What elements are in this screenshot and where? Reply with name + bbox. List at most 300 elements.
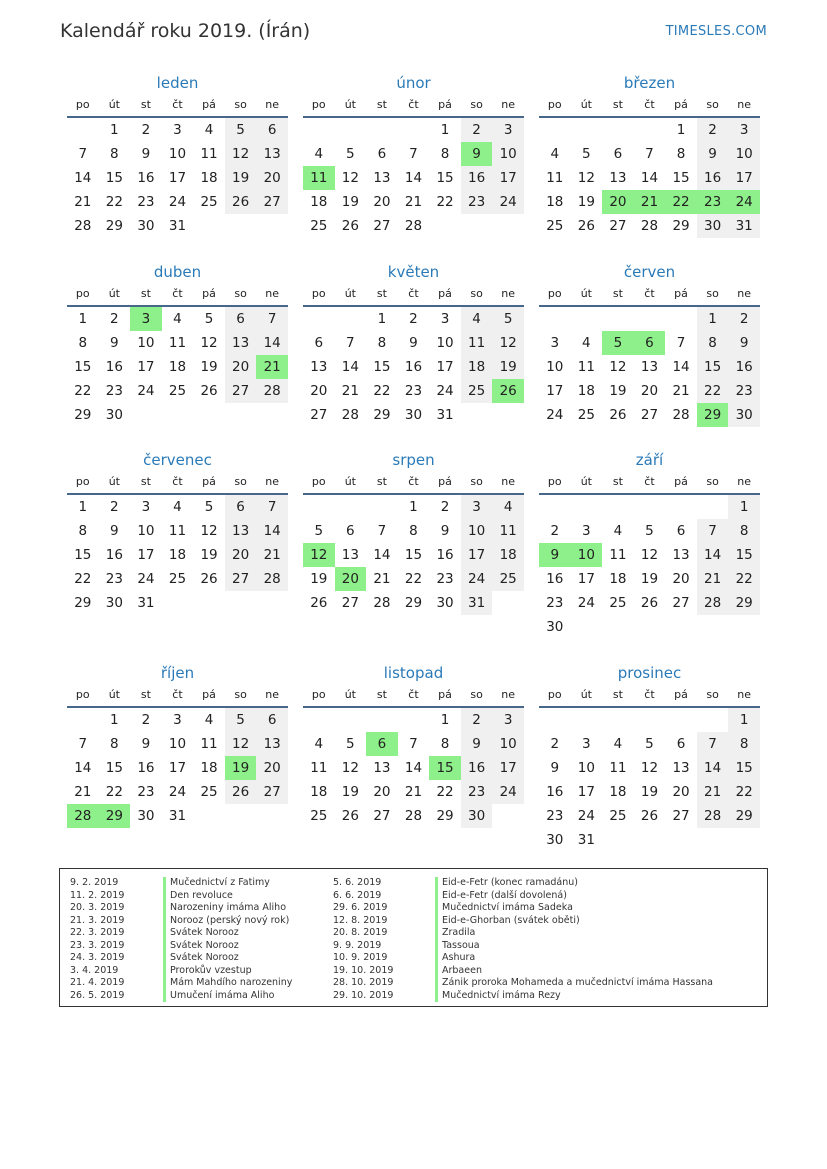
day-cell: 27: [225, 567, 257, 591]
day-cell: 26: [640, 808, 659, 824]
weekday-header: [539, 283, 760, 307]
day-cell: 10: [577, 760, 595, 776]
day-cell: 9: [728, 331, 760, 355]
day-cell: 13: [672, 547, 690, 563]
day-cell: 30: [697, 214, 729, 238]
legend-date: 29. 10. 2019: [333, 989, 394, 1001]
day-cell: 22: [697, 379, 729, 403]
holiday-day: 6: [366, 732, 398, 756]
legend-date: 19. 10. 2019: [333, 964, 394, 976]
day-cell: 26: [225, 780, 257, 804]
empty-cell: [602, 118, 634, 142]
month-květen: [303, 261, 524, 427]
day-cell: 11: [609, 547, 627, 563]
day-cell: 3: [582, 523, 591, 539]
weekday-label: pá: [438, 98, 452, 111]
legend-date: 23. 3. 2019: [70, 939, 125, 951]
day-cell: 4: [173, 499, 182, 515]
holiday-day: 11: [303, 166, 335, 190]
weekday-label: so: [470, 98, 483, 111]
day-cell: 13: [373, 760, 391, 776]
day-cell: 20: [225, 355, 257, 379]
month-name: září: [635, 451, 664, 469]
holiday-day: 12: [303, 543, 335, 567]
day-cell: 28: [256, 379, 288, 403]
day-cell: 12: [640, 547, 659, 563]
weekday-label: út: [108, 287, 120, 300]
day-cell: 12: [609, 359, 627, 375]
day-cell: 27: [672, 595, 690, 611]
holiday-day: 6: [634, 331, 666, 355]
day-cell: 4: [613, 736, 623, 752]
day-cell: 13: [609, 170, 627, 186]
day-cell: 11: [609, 760, 627, 776]
weekday-label: st: [612, 287, 623, 300]
day-cell: 25: [200, 784, 218, 800]
day-cell: 15: [728, 543, 760, 567]
weekday-label: út: [344, 98, 356, 111]
weekday-label: út: [580, 287, 592, 300]
day-cell: 1: [697, 307, 729, 331]
weekday-label: po: [311, 287, 326, 300]
legend-holiday-name: Svátek Norooz: [163, 927, 292, 940]
day-cell: 13: [341, 547, 359, 563]
day-cell: 8: [728, 519, 760, 543]
day-cell: 26: [609, 407, 627, 423]
day-cell: 8: [377, 335, 387, 351]
day-cell: 2: [697, 118, 729, 142]
empty-cell: [539, 307, 571, 331]
day-cell: 15: [436, 170, 454, 186]
weekday-label: st: [376, 98, 387, 111]
empty-cell: [602, 708, 634, 732]
day-cell: 7: [78, 146, 88, 162]
day-cell: 30: [404, 407, 423, 423]
day-cell: 2: [141, 122, 151, 138]
weekday-label: pá: [438, 688, 452, 701]
day-cell: 16: [697, 166, 729, 190]
weekday-header: [303, 684, 524, 708]
day-cell: 23: [728, 379, 760, 403]
day-cell: 9: [141, 146, 151, 162]
day-cell: 9: [440, 523, 450, 539]
weekday-label: pá: [438, 287, 452, 300]
day-cell: 5: [492, 307, 524, 331]
day-cell: 20: [672, 784, 690, 800]
day-cell: 11: [200, 736, 218, 752]
day-cell: 24: [577, 595, 595, 611]
day-grid: [303, 495, 524, 615]
day-cell: 23: [546, 595, 564, 611]
weekday-label: út: [580, 475, 592, 488]
day-cell: 13: [310, 359, 328, 375]
legend-date: 26. 5. 2019: [70, 989, 125, 1001]
day-cell: 3: [173, 712, 182, 728]
legend-date: 9. 2. 2019: [70, 877, 119, 888]
day-cell: 17: [577, 571, 595, 587]
weekday-label: so: [470, 475, 483, 488]
day-cell: 22: [373, 383, 391, 399]
empty-cell: [335, 307, 367, 331]
month-name: leden: [156, 74, 199, 92]
day-grid: [67, 307, 288, 427]
day-cell: 7: [346, 335, 355, 351]
weekday-label: čt: [408, 287, 419, 300]
day-grid: [539, 307, 760, 427]
empty-cell: [366, 495, 398, 519]
day-cell: 12: [577, 170, 595, 186]
day-cell: 20: [256, 166, 288, 190]
weekday-label: so: [234, 98, 247, 111]
day-cell: 22: [105, 784, 123, 800]
legend-holiday-name: Mučednictví z Fatimy: [163, 877, 292, 890]
weekday-label: po: [547, 688, 562, 701]
weekday-header: [67, 94, 288, 118]
day-cell: 22: [74, 571, 92, 587]
weekday-label: ne: [501, 475, 516, 488]
day-cell: 2: [440, 499, 450, 515]
day-cell: 2: [728, 307, 760, 331]
empty-cell: [697, 708, 729, 732]
day-cell: 25: [310, 808, 328, 824]
day-cell: 21: [74, 194, 92, 210]
day-cell: 17: [728, 166, 760, 190]
day-cell: 16: [461, 166, 493, 190]
day-cell: 23: [404, 383, 423, 399]
day-cell: 7: [78, 736, 88, 752]
weekday-header: [539, 684, 760, 708]
month-name: prosinec: [617, 664, 682, 682]
day-cell: 2: [141, 712, 151, 728]
day-cell: 21: [373, 571, 391, 587]
day-cell: 20: [640, 383, 659, 399]
weekday-label: pá: [674, 688, 688, 701]
legend-left-names: [163, 877, 292, 1002]
day-cell: 26: [310, 595, 328, 611]
weekday-label: po: [547, 287, 562, 300]
day-grid: [303, 118, 524, 238]
day-cell: 12: [341, 760, 359, 776]
empty-cell: [697, 495, 729, 519]
day-cell: 4: [492, 495, 524, 519]
weekday-label: út: [108, 688, 120, 701]
month-name: červenec: [143, 451, 212, 469]
day-cell: 2: [110, 499, 119, 515]
day-cell: 16: [105, 359, 123, 375]
empty-cell: [335, 118, 367, 142]
day-cell: 5: [645, 736, 654, 752]
day-cell: 24: [546, 407, 564, 423]
day-cell: 28: [697, 591, 729, 615]
month-duben: [67, 261, 288, 427]
empty-cell: [67, 708, 99, 732]
day-cell: 12: [341, 170, 359, 186]
legend-left-dates: [70, 877, 124, 1002]
day-cell: 17: [137, 359, 155, 375]
month-name: listopad: [383, 664, 444, 682]
site-logo[interactable]: TIMESLES.COM: [665, 24, 767, 39]
day-cell: 21: [74, 784, 92, 800]
legend-holiday-name: Zánik proroka Mohameda a mučednictví imáma Hassana: [435, 977, 713, 990]
day-cell: 7: [377, 523, 387, 539]
day-cell: 19: [640, 571, 659, 587]
day-cell: 20: [225, 543, 257, 567]
day-cell: 14: [256, 519, 288, 543]
day-cell: 13: [256, 732, 288, 756]
day-cell: 5: [346, 736, 355, 752]
month-září: [539, 449, 760, 639]
month-name: květen: [387, 263, 440, 281]
day-cell: 11: [546, 170, 564, 186]
day-cell: 1: [110, 712, 119, 728]
day-cell: 31: [461, 591, 493, 615]
legend-date: 3. 4. 2019: [70, 964, 119, 976]
day-cell: 23: [546, 808, 564, 824]
day-cell: 19: [200, 359, 218, 375]
weekday-label: pá: [674, 98, 688, 111]
day-cell: 17: [168, 170, 187, 186]
weekday-label: so: [706, 688, 719, 701]
day-cell: 17: [436, 359, 454, 375]
holiday-day: 21: [256, 355, 288, 379]
day-cell: 2: [550, 736, 560, 752]
legend-date: 12. 8. 2019: [333, 914, 388, 926]
day-cell: 28: [256, 567, 288, 591]
weekday-label: so: [706, 98, 719, 111]
weekday-label: po: [75, 287, 90, 300]
day-cell: 23: [105, 571, 123, 587]
day-cell: 4: [582, 335, 591, 351]
day-cell: 13: [225, 519, 257, 543]
legend-date: 24. 3. 2019: [70, 952, 125, 963]
day-cell: 27: [672, 808, 690, 824]
month-name: březen: [623, 74, 676, 92]
day-cell: 4: [204, 122, 214, 138]
day-cell: 22: [436, 784, 454, 800]
day-cell: 20: [310, 383, 328, 399]
day-cell: 21: [404, 784, 423, 800]
day-cell: 18: [609, 784, 627, 800]
empty-cell: [665, 307, 697, 331]
weekday-label: po: [75, 688, 90, 701]
day-cell: 19: [640, 784, 659, 800]
day-cell: 8: [78, 335, 88, 351]
month-name: říjen: [160, 664, 195, 682]
weekday-label: pá: [202, 688, 216, 701]
day-cell: 10: [492, 732, 524, 756]
legend-date: 6. 6. 2019: [333, 889, 382, 901]
weekday-label: ne: [265, 98, 280, 111]
empty-cell: [398, 118, 430, 142]
day-cell: 27: [373, 218, 391, 234]
day-cell: 28: [404, 808, 423, 824]
weekday-label: st: [376, 287, 387, 300]
day-cell: 15: [728, 756, 760, 780]
day-cell: 25: [609, 595, 627, 611]
day-grid: [67, 708, 288, 828]
day-cell: 17: [137, 547, 155, 563]
empty-cell: [634, 708, 666, 732]
day-cell: 13: [672, 760, 690, 776]
day-cell: 4: [204, 712, 214, 728]
day-cell: 9: [461, 732, 493, 756]
day-cell: 18: [546, 194, 564, 210]
day-cell: 29: [672, 218, 690, 234]
empty-cell: [602, 307, 634, 331]
day-cell: 18: [200, 760, 218, 776]
day-cell: 24: [168, 194, 187, 210]
holiday-legend: [59, 868, 768, 1007]
day-cell: 1: [728, 495, 760, 519]
weekday-label: čt: [408, 688, 419, 701]
weekday-label: ne: [737, 98, 752, 111]
day-cell: 21: [341, 383, 359, 399]
day-cell: 26: [640, 595, 659, 611]
day-cell: 27: [373, 808, 391, 824]
day-cell: 11: [168, 335, 187, 351]
weekday-label: út: [344, 475, 356, 488]
empty-cell: [398, 708, 430, 732]
day-cell: 30: [105, 595, 123, 611]
day-cell: 26: [200, 383, 218, 399]
legend-date: 10. 9. 2019: [333, 952, 388, 963]
legend-date: 21. 4. 2019: [70, 977, 125, 988]
weekday-label: so: [470, 287, 483, 300]
weekday-label: po: [547, 98, 562, 111]
day-cell: 28: [672, 407, 690, 423]
day-cell: 16: [546, 784, 564, 800]
day-cell: 27: [609, 218, 627, 234]
day-cell: 22: [728, 780, 760, 804]
day-grid: [303, 708, 524, 828]
empty-cell: [665, 708, 697, 732]
day-cell: 2: [409, 311, 418, 327]
empty-cell: [67, 118, 99, 142]
legend-holiday-name: Prorokův vzestup: [163, 965, 292, 978]
day-cell: 27: [225, 379, 257, 403]
holiday-day: 29: [697, 403, 729, 427]
weekday-header: [67, 283, 288, 307]
day-cell: 28: [697, 804, 729, 828]
day-cell: 23: [105, 383, 123, 399]
day-cell: 6: [676, 736, 686, 752]
day-cell: 14: [74, 760, 92, 776]
weekday-label: ne: [265, 475, 280, 488]
legend-holiday-name: Eid-e-Ghorban (svátek oběti): [435, 915, 713, 928]
day-cell: 21: [404, 194, 423, 210]
day-cell: 23: [137, 194, 155, 210]
day-cell: 12: [225, 732, 257, 756]
weekday-label: ne: [265, 287, 280, 300]
day-cell: 1: [78, 311, 88, 327]
day-cell: 5: [314, 523, 324, 539]
weekday-label: čt: [644, 98, 655, 111]
day-cell: 19: [341, 194, 359, 210]
empty-cell: [571, 118, 603, 142]
day-cell: 18: [492, 543, 524, 567]
day-cell: 18: [200, 170, 218, 186]
day-cell: 24: [137, 383, 155, 399]
weekday-label: ne: [737, 688, 752, 701]
weekday-label: st: [612, 688, 623, 701]
day-cell: 16: [546, 571, 564, 587]
day-cell: 13: [256, 142, 288, 166]
day-cell: 10: [492, 142, 524, 166]
day-cell: 15: [697, 355, 729, 379]
day-cell: 30: [137, 218, 155, 234]
legend-holiday-name: Den revoluce: [163, 890, 292, 903]
day-cell: 11: [461, 331, 493, 355]
day-cell: 10: [168, 736, 187, 752]
day-cell: 18: [310, 194, 328, 210]
day-cell: 15: [105, 170, 123, 186]
day-cell: 14: [373, 547, 391, 563]
day-cell: 18: [168, 547, 187, 563]
empty-cell: [366, 708, 398, 732]
day-cell: 26: [341, 218, 359, 234]
empty-cell: [366, 118, 398, 142]
legend-holiday-name: Svátek Norooz: [163, 952, 292, 965]
month-březen: [539, 72, 760, 238]
weekday-label: pá: [202, 475, 216, 488]
day-cell: 3: [492, 118, 524, 142]
empty-cell: [303, 495, 335, 519]
day-cell: 16: [728, 355, 760, 379]
day-cell: 16: [461, 756, 493, 780]
day-cell: 12: [225, 142, 257, 166]
day-cell: 31: [728, 214, 760, 238]
weekday-label: st: [376, 688, 387, 701]
day-cell: 30: [546, 619, 564, 635]
day-cell: 9: [141, 736, 151, 752]
weekday-label: čt: [408, 98, 419, 111]
day-cell: 5: [204, 311, 214, 327]
day-cell: 5: [225, 118, 257, 142]
day-cell: 30: [137, 808, 155, 824]
weekday-label: pá: [674, 475, 688, 488]
day-cell: 3: [461, 495, 493, 519]
day-cell: 14: [697, 543, 729, 567]
day-cell: 9: [409, 335, 418, 351]
day-cell: 5: [204, 499, 214, 515]
day-cell: 27: [256, 780, 288, 804]
day-cell: 20: [256, 756, 288, 780]
day-cell: 19: [577, 194, 595, 210]
page-title: Kalendář roku 2019. (Írán): [60, 20, 311, 42]
day-cell: 5: [645, 523, 654, 539]
day-cell: 29: [404, 595, 423, 611]
day-cell: 4: [173, 311, 182, 327]
weekday-label: st: [612, 475, 623, 488]
day-cell: 25: [310, 218, 328, 234]
day-cell: 28: [341, 407, 359, 423]
day-cell: 3: [550, 335, 560, 351]
empty-cell: [602, 495, 634, 519]
day-cell: 25: [200, 194, 218, 210]
day-cell: 24: [492, 780, 524, 804]
empty-cell: [539, 495, 571, 519]
day-cell: 14: [74, 170, 92, 186]
holiday-day: 22: [665, 190, 697, 214]
day-cell: 16: [137, 760, 155, 776]
holiday-day: 21: [634, 190, 666, 214]
day-cell: 14: [697, 756, 729, 780]
weekday-header: [539, 94, 760, 118]
day-cell: 15: [373, 359, 391, 375]
day-cell: 7: [697, 732, 729, 756]
day-cell: 17: [461, 543, 493, 567]
day-cell: 16: [137, 170, 155, 186]
